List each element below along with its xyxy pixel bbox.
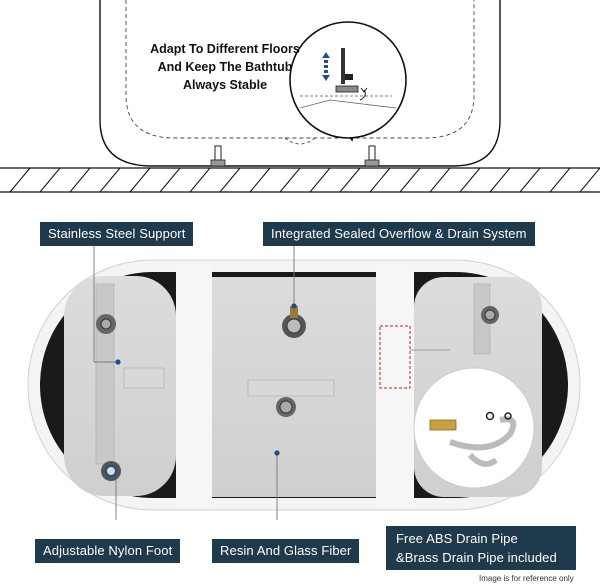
accent-dot [291,303,296,308]
drain-pipe-line-2: &Brass Drain Pipe included [396,550,557,565]
callout-line-2: And Keep The Bathtub [157,60,293,74]
label-overflow-drain-system: Integrated Sealed Overflow & Drain System [263,222,535,246]
bathtub-side-illustration [0,0,600,200]
label-stainless-steel-support: Stainless Steel Support [40,222,193,246]
drain-pipe-line-1: Free ABS Drain Pipe [396,531,518,546]
floor-hatch [0,168,600,192]
label-adjustable-nylon-foot: Adjustable Nylon Foot [35,539,180,563]
reference-footnote: Image is for reference only [479,574,574,583]
bottom-drain [276,397,296,417]
stability-callout [140,40,310,94]
accent-dot [115,359,120,364]
drain-pipe-zoom [414,368,534,488]
nylon-foot [101,461,121,481]
support-foot-top-left [96,314,116,334]
bathtub-underside-illustration [0,220,600,520]
support-foot-top-right [481,306,499,324]
callout-line-1: Adapt To Different Floors [150,42,300,56]
label-resin-glass-fiber: Resin And Glass Fiber [212,539,359,563]
callout-line-3: Always Stable [182,78,268,92]
accent-dot [274,450,279,455]
label-drain-pipe-included [386,526,576,570]
